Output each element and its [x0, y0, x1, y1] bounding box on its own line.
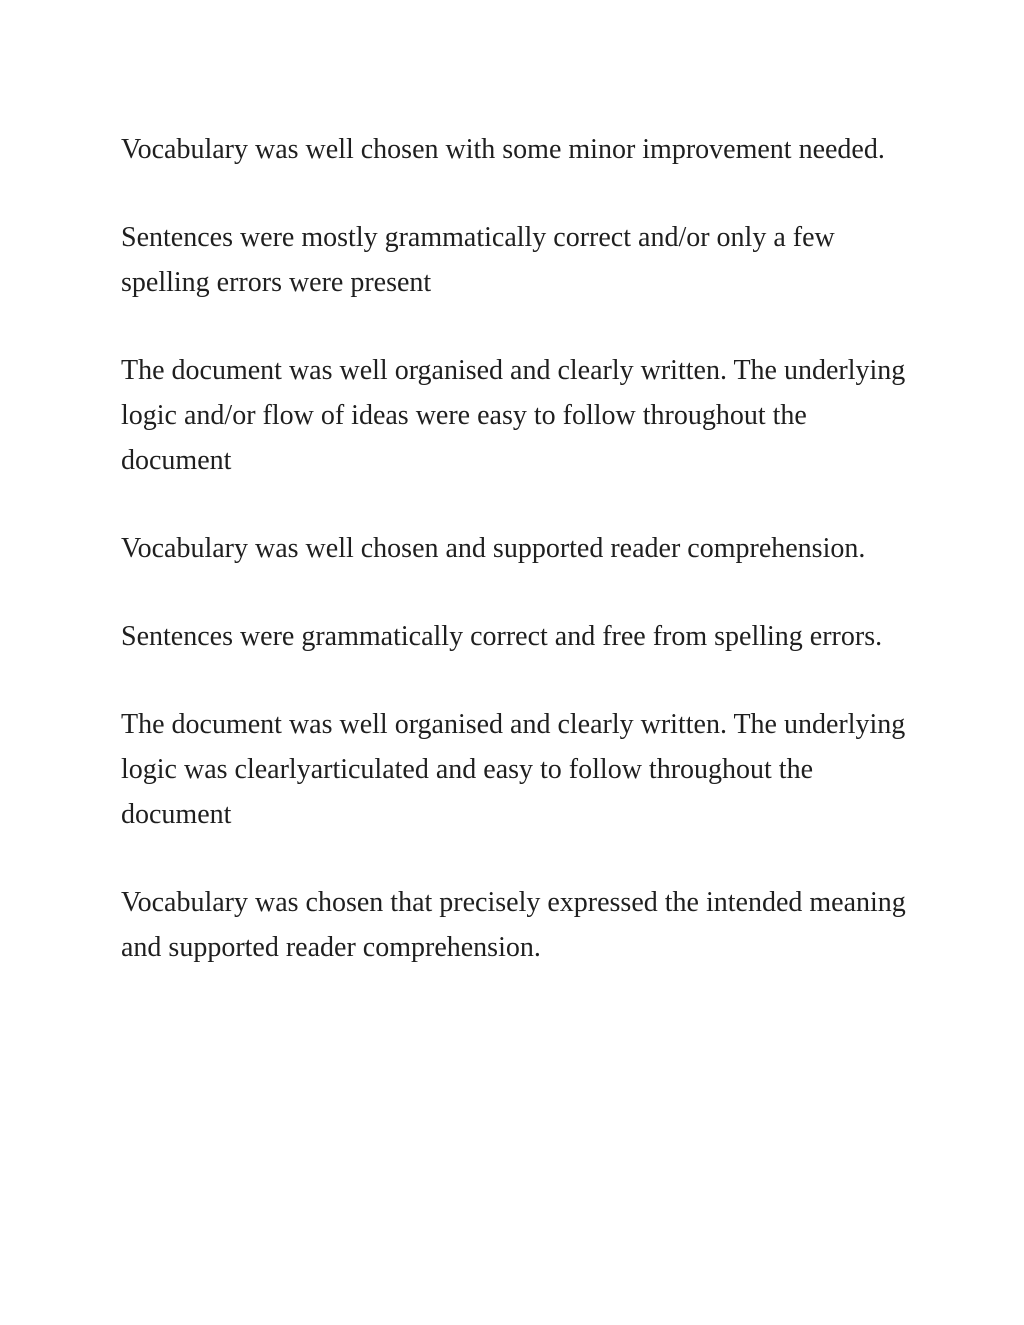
paragraph-sentences-correct: Sentences were grammatically correct and free from spelling errors. [121, 621, 883, 652]
paragraph-vocabulary-minor-improvement: Vocabulary was well chosen with some minor improvement needed. [121, 134, 885, 165]
paragraph-vocabulary-precise: Vocabulary was chosen that precisely expressed the intended meaning and supported reader comprehension. [121, 887, 906, 963]
paragraph-vocabulary-supported-comprehension: Vocabulary was well chosen and supported reader comprehension. [121, 533, 866, 564]
paragraph-sentences-mostly-correct: Sentences were mostly grammatically correct and/or only a few spelling errors were present [121, 222, 835, 298]
document-body [121, 127, 906, 1013]
paragraph-document-organised-flow: The document was well organised and clearly written. The underlying logic and/or flow of ideas were easy to follow throughout the document [121, 355, 906, 476]
paragraph-document-organised-logic: The document was well organised and clearly written. The underlying logic was clearlyarticulated and easy to follow throughout the document [121, 709, 906, 830]
